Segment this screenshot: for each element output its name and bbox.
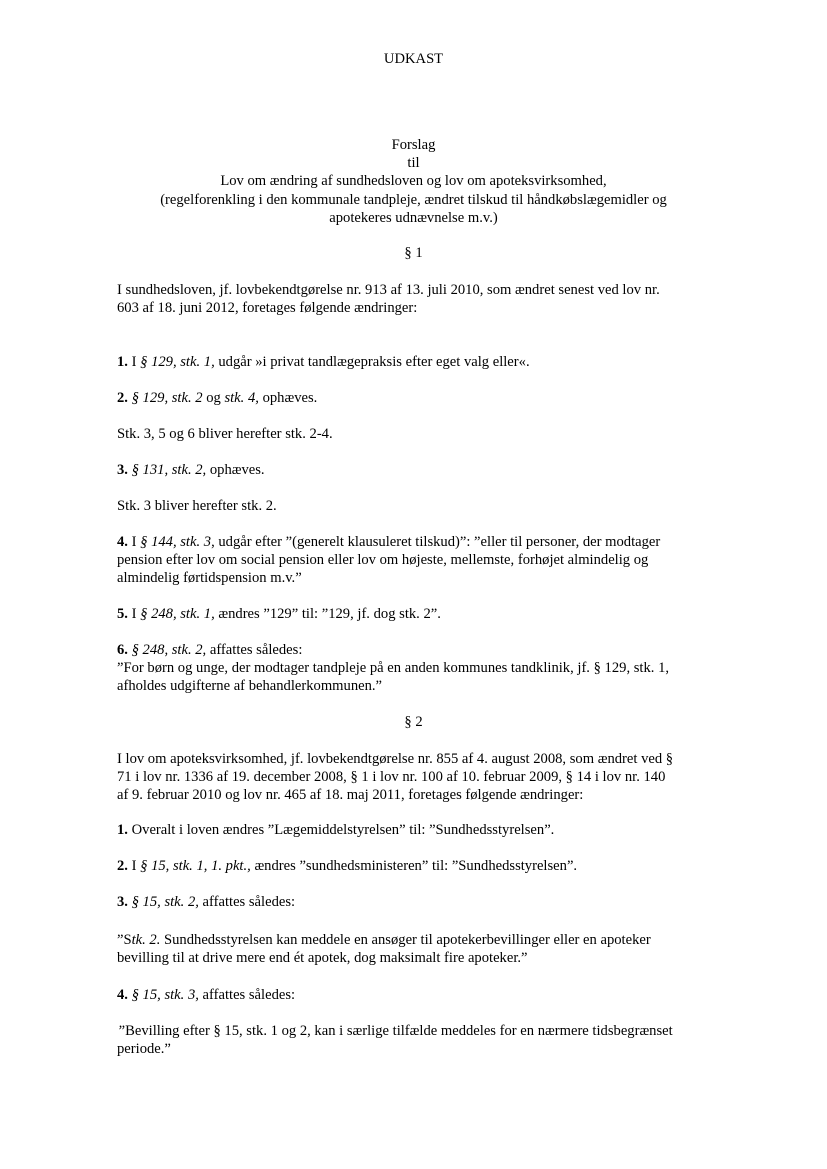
section-1-item-3 [117, 461, 717, 479]
section-1-item-1 [117, 353, 717, 371]
item-reference: § 248, stk. 1, [140, 606, 215, 622]
item-number: 1. [117, 354, 128, 370]
section-1-item-6 [117, 641, 717, 696]
item-number: 4. [117, 987, 128, 1003]
item-reference: § 15, stk. 3, [131, 987, 199, 1003]
section-1-intro-line: 603 af 18. juni 2012, foretages følgende ændringer: [117, 300, 418, 317]
item-reference: § 129, stk. 1, [140, 354, 215, 370]
item-text: Overalt i loven ændres ”Lægemiddelstyrelsen” til: ”Sundhedsstyrelsen”. [127, 822, 555, 838]
quote-text-line: bevilling til at drive mere end ét apotek, dog maksimalt fire apoteker.” [117, 950, 528, 967]
section-1-item-2-note: Stk. 3, 5 og 6 bliver herefter stk. 2-4. [117, 426, 333, 442]
item-reference: § 144, stk. 3 [140, 534, 212, 550]
item-text: ændres ”129” til: ”129, jf. dog stk. 2”. [214, 606, 441, 622]
section-1-item-3-note: Stk. 3 bliver herefter stk. 2. [117, 498, 277, 514]
section-2-intro-line: af 9. februar 2010 og lov nr. 465 af 18. maj 2011, foretages følgende ændringer: [117, 787, 584, 804]
section-2-heading: § 2 [404, 714, 423, 730]
item-text: affattes således: [206, 642, 303, 658]
section-1-item-4 [117, 533, 717, 588]
item-reference: § 15, stk. 2, [131, 894, 199, 910]
item-text: affattes således: [198, 894, 296, 910]
item-number: 6. [117, 642, 128, 658]
title-line-law: Lov om ændring af sundhedsloven og lov om apoteksvirksomhed, [220, 173, 607, 190]
item-text: I [127, 858, 141, 874]
item-reference: § 131, stk. 2, [131, 462, 207, 478]
quote-open: ”S [117, 932, 132, 948]
title-line-subtitle-1: (regelforenkling i den kommunale tandpleje, ændret tilskud til håndkøbslægemidler og [160, 191, 667, 208]
item-number: 3. [117, 462, 128, 478]
item-text-line: ”For børn og unge, der modtager tandpleje på en anden kommunes tandklinik, jf. § 129, stk. 1, [117, 660, 670, 677]
item-text: , udgår efter ”(generelt klausuleret tilskud)”: ”eller til personer, der modtager [211, 534, 661, 550]
item-text: og [202, 390, 225, 406]
section-2-item-4-quote [117, 1022, 717, 1058]
section-2-item-3-quote [117, 931, 717, 967]
section-1-intro-line: I sundhedsloven, jf. lovbekendtgørelse nr. 913 af 13. juli 2010, som ændret senest ved lov nr. [117, 282, 660, 298]
item-text-line: afholdes udgifterne af behandlerkommunen.” [117, 678, 383, 695]
item-text: I [127, 606, 141, 622]
title-line-forslag: Forslag [391, 137, 436, 153]
item-number: 3. [117, 894, 128, 910]
bill-title [0, 136, 827, 227]
item-text: ophæves. [258, 390, 318, 406]
section-1-item-5 [117, 605, 717, 623]
section-2-intro-line: I lov om apoteksvirksomhed, jf. lovbekendtgørelse nr. 855 af 4. august 2008, som ændret ved § [117, 751, 674, 767]
item-reference: stk. 4, [224, 390, 259, 406]
item-text: I [127, 534, 141, 550]
item-text: ændres ”sundhedsministeren” til: ”Sundhedsstyrelsen”. [250, 858, 578, 874]
section-2-item-4 [117, 986, 717, 1004]
section-2-intro [117, 750, 717, 805]
section-2-item-1 [117, 821, 717, 839]
item-number: 5. [117, 606, 128, 622]
quote-text-line: periode.” [117, 1041, 171, 1058]
item-text: I [127, 354, 141, 370]
quote-open: ” [117, 1023, 126, 1039]
quote-stk-label: tk. 2. [131, 932, 161, 948]
section-2-intro-line: 71 i lov nr. 1336 af 19. december 2008, § 1 i lov nr. 100 af 10. februar 2009, § 14 i lov nr. 140 [117, 769, 666, 786]
quote-text: Bevilling efter § 15, stk. 1 og 2, kan i særlige tilfælde meddeles for en nærmere tidsbegrænset [125, 1023, 673, 1039]
title-line-til: til [407, 155, 420, 172]
section-1-intro [117, 281, 717, 317]
item-number: 2. [117, 390, 128, 406]
item-text: udgår »i privat tandlægepraksis efter eget valg eller«. [214, 354, 530, 370]
title-line-subtitle-2: apotekeres udnævnelse m.v.) [329, 209, 498, 226]
item-text-line: almindelig førtidspension m.v.” [117, 570, 302, 587]
item-number: 4. [117, 534, 128, 550]
item-reference: § 248, stk. 2, [131, 642, 207, 658]
item-number: 1. [117, 822, 128, 838]
section-2-item-3 [117, 893, 717, 911]
quote-text: Sundhedsstyrelsen kan meddele en ansøger til apotekerbevillinger eller en apoteker [160, 932, 651, 948]
section-2-item-2 [117, 857, 717, 875]
item-number: 2. [117, 858, 128, 874]
item-reference: § 129, stk. 2 [131, 390, 203, 406]
section-1-heading: § 1 [404, 245, 423, 261]
draft-label: UDKAST [383, 51, 444, 67]
item-text: affattes således: [198, 987, 296, 1003]
item-text: ophæves. [206, 462, 265, 478]
item-text-line: pension efter lov om social pension eller lov om højeste, mellemste, forhøjet almindelig og [117, 552, 649, 569]
section-1-item-2 [117, 389, 717, 407]
item-reference: § 15, stk. 1, 1. pkt., [140, 858, 251, 874]
